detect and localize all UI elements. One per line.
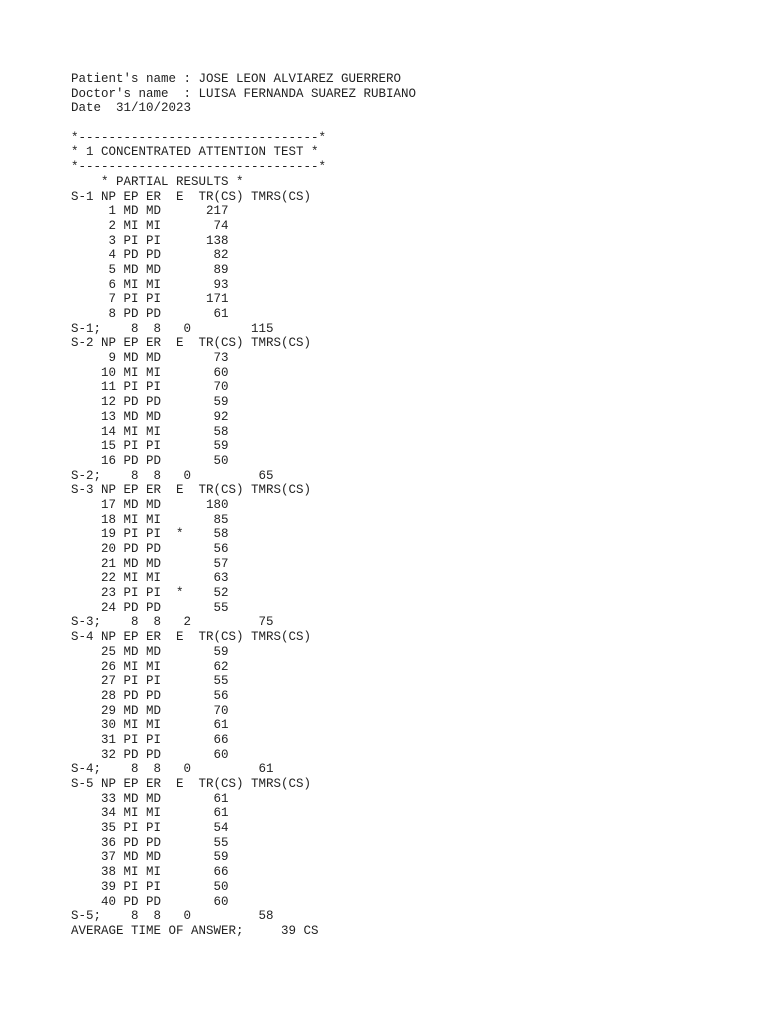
- report-line: Doctor's name : LUISA FERNANDA SUAREZ RUBIANO: [71, 86, 417, 101]
- report-line: 32 PD PD 60: [71, 747, 229, 762]
- report-line: 18 MI MI 85: [71, 512, 229, 527]
- report-line: 13 MD MD 92: [71, 409, 229, 424]
- report-line: 9 MD MD 73: [71, 351, 229, 366]
- report-line: 22 MI MI 63: [71, 571, 229, 586]
- report-line: 11 PI PI 70: [71, 380, 229, 395]
- report-line: 10 MI MI 60: [71, 365, 229, 380]
- report-line: 2 MI MI 74: [71, 218, 229, 233]
- report-line: S-3 NP EP ER E TR(CS) TMRS(CS): [71, 483, 312, 498]
- report-line: * PARTIAL RESULTS *: [71, 174, 244, 189]
- report-line: S-4; 8 8 0 61: [71, 762, 274, 777]
- report-line: S-5; 8 8 0 58: [71, 909, 274, 924]
- report-line: AVERAGE TIME OF ANSWER; 39 CS: [71, 923, 319, 938]
- report-line: 3 PI PI 138: [71, 233, 229, 248]
- report-line: 35 PI PI 54: [71, 821, 229, 836]
- report-line: 27 PI PI 55: [71, 674, 229, 689]
- report-line: *--------------------------------*: [71, 130, 327, 145]
- report-line: 38 MI MI 66: [71, 865, 229, 880]
- report-line: 24 PD PD 55: [71, 600, 229, 615]
- report-line: 33 MD MD 61: [71, 791, 229, 806]
- report-line: 29 MD MD 70: [71, 703, 229, 718]
- report-line: 19 PI PI * 58: [71, 527, 229, 542]
- report-line: 26 MI MI 62: [71, 659, 229, 674]
- report-line: S-5 NP EP ER E TR(CS) TMRS(CS): [71, 777, 312, 791]
- report-line: 39 PI PI 50: [71, 879, 229, 894]
- report-line: 37 MD MD 59: [71, 850, 229, 865]
- report-line: 25 MD MD 59: [71, 644, 229, 659]
- report-line: S-1 NP EP ER E TR(CS) TMRS(CS): [71, 189, 312, 204]
- report-line: 15 PI PI 59: [71, 439, 229, 454]
- report-line: 12 PD PD 59: [71, 395, 229, 410]
- report-line: 36 PD PD 55: [71, 835, 229, 850]
- report-line: 16 PD PD 50: [71, 453, 229, 468]
- report-line: 34 MI MI 61: [71, 806, 229, 821]
- blank-line: [71, 116, 416, 131]
- report-line: S-4 NP EP ER E TR(CS) TMRS(CS): [71, 630, 312, 645]
- report-line: Date 31/10/2023: [71, 101, 192, 116]
- report-line: S-1; 8 8 0 115: [71, 321, 274, 336]
- report-line: 5 MD MD 89: [71, 262, 229, 277]
- report-line: S-2; 8 8 0 65: [71, 468, 274, 483]
- report-line: 8 PD PD 61: [71, 307, 229, 321]
- report-line: * 1 CONCENTRATED ATTENTION TEST *: [71, 145, 319, 160]
- report-line: 1 MD MD 217: [71, 204, 229, 219]
- report-line: 28 PD PD 56: [71, 688, 229, 703]
- report-line: *--------------------------------*: [71, 160, 327, 175]
- test-report: [71, 72, 416, 939]
- report-line: 23 PI PI * 52: [71, 586, 229, 601]
- report-line: 14 MI MI 58: [71, 424, 229, 439]
- report-line: 6 MI MI 93: [71, 277, 229, 292]
- report-line: 7 PI PI 171: [71, 292, 229, 307]
- report-line: Patient's name : JOSE LEON ALVIAREZ GUERRERO: [71, 72, 402, 86]
- report-line: 20 PD PD 56: [71, 542, 229, 556]
- report-line: 4 PD PD 82: [71, 248, 229, 263]
- report-line: 30 MI MI 61: [71, 718, 229, 733]
- report-line: 40 PD PD 60: [71, 894, 229, 909]
- report-line: 17 MD MD 180: [71, 497, 229, 512]
- report-line: S-2 NP EP ER E TR(CS) TMRS(CS): [71, 336, 312, 351]
- report-line: 21 MD MD 57: [71, 556, 229, 571]
- report-line: 31 PI PI 66: [71, 732, 229, 747]
- report-line: S-3; 8 8 2 75: [71, 615, 274, 630]
